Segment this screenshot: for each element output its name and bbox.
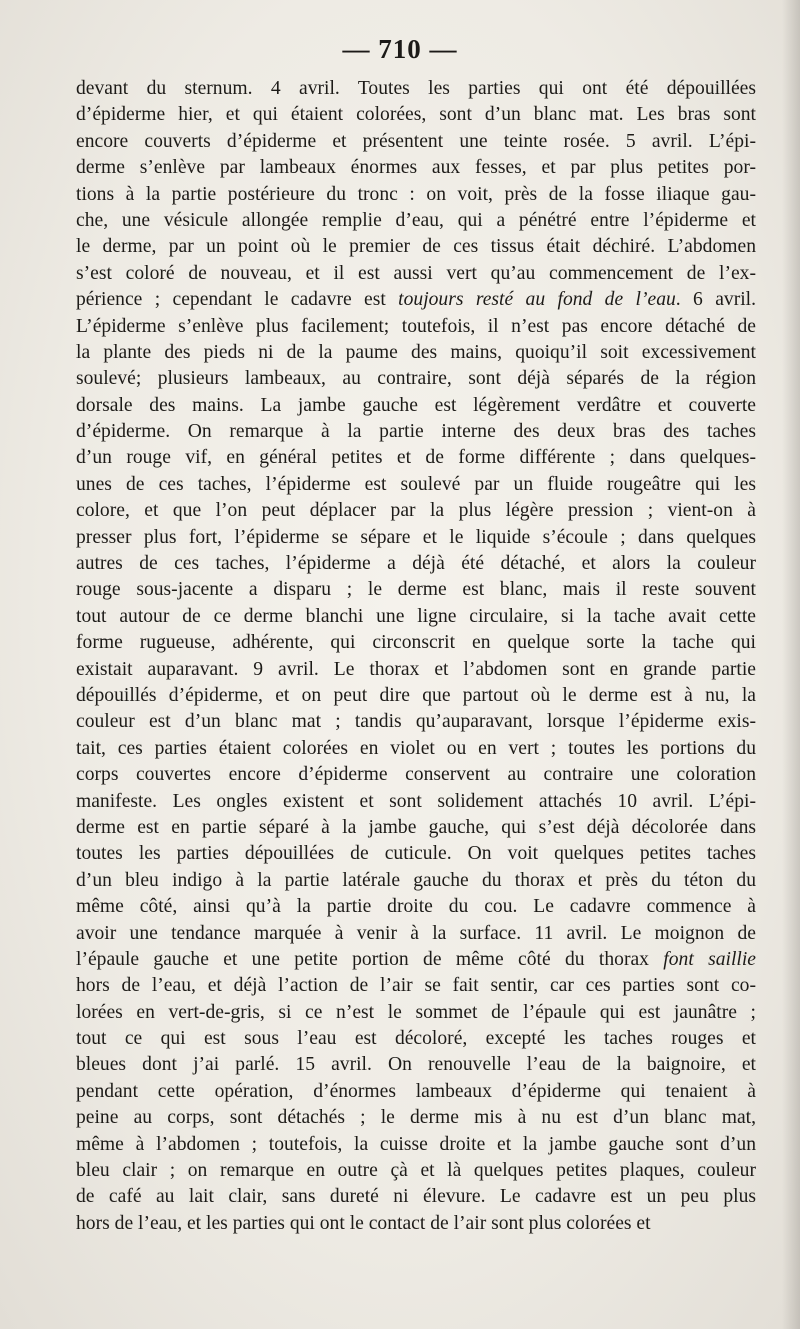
text-line: peine au corps, sont détachés ; le derme mis à nu est d’un blanc mat, xyxy=(76,1107,756,1129)
italic-phrase: toujours resté au fond de l’eau xyxy=(398,289,676,311)
text-line: dorsale des mains. La jambe gauche est légèrement verdâtre et couverte xyxy=(76,394,756,416)
text-line: lorées en vert-de-gris, si ce n’est le sommet de l’épaule qui est jaunâtre ; xyxy=(76,1001,756,1023)
text-line: de café au lait clair, sans dureté ni élevure. Le cadavre est un peu plus xyxy=(76,1186,756,1208)
text-line: couleur est d’un blanc mat ; tandis qu’auparavant, lorsque l’épiderme exis- xyxy=(76,711,756,733)
text-line: encore couverts d’épiderme et présentent une teinte rosée. 5 avril. L’épi- xyxy=(76,130,756,152)
text-line: tout ce qui est sous l’eau est décoloré, excepté les taches rouges et xyxy=(76,1028,756,1050)
text-line: le derme, par un point où le premier de ces tissus était déchiré. L’abdomen xyxy=(76,236,756,258)
text-line: bleu clair ; on remarque en outre çà et là quelques petites plaques, couleur xyxy=(76,1160,756,1182)
text-line: L’épiderme s’enlève plus facilement; toutefois, il n’est pas encore détaché de xyxy=(76,315,756,337)
text-line: s’est coloré de nouveau, et il est aussi vert qu’au commencement de l’ex- xyxy=(76,262,756,284)
text-line: d’épiderme. On remarque à la partie interne des deux bras des taches xyxy=(76,421,756,443)
text-line: tout autour de ce derme blanchi une ligne circulaire, si la tache avait cette xyxy=(76,605,756,627)
text-line: même côté, ainsi qu’à la partie droite du cou. Le cadavre commence à xyxy=(76,896,756,918)
page-number: — 710 — xyxy=(342,34,458,64)
text-line: périence ; cependant le cadavre est toujours resté au fond de l’eau. 6 avril. xyxy=(76,289,756,311)
text-line: devant du sternum. 4 avril. Toutes les parties qui ont été dépouillées xyxy=(76,78,756,99)
text-line: colore, et que l’on peut déplacer par la plus légère pression ; vient-on à xyxy=(76,500,756,522)
text-line: derme s’enlève par lambeaux énormes aux fesses, et par plus petites por- xyxy=(76,157,756,179)
text-line: tait, ces parties étaient colorées en violet ou en vert ; toutes les portions du xyxy=(76,737,756,759)
text-line: unes de ces taches, l’épiderme est soulevé par un fluide rougeâtre qui les xyxy=(76,473,756,495)
text-line: presser plus fort, l’épiderme se sépare et le liquide s’écoule ; dans quelques xyxy=(76,526,756,548)
text-line: d’un bleu indigo à la partie latérale gauche du thorax et près du téton du xyxy=(76,869,756,891)
text-line: pendant cette opération, d’énormes lambeaux d’épiderme qui tenaient à xyxy=(76,1080,756,1102)
text-line: hors de l’eau, et déjà l’action de l’air se fait sentir, car ces parties sont co- xyxy=(76,975,756,997)
text-line: derme est en partie séparé à la jambe gauche, qui s’est déjà décolorée dans xyxy=(76,816,756,838)
text-line: forme rugueuse, adhérente, qui circonscrit en quelque sorte la tache qui xyxy=(76,632,756,654)
text-line: la plante des pieds ni de la paume des mains, quoiqu’il soit excessivement xyxy=(76,341,756,363)
body-text xyxy=(76,76,756,1237)
text-line: toutes les parties dépouillées de cuticule. On voit quelques petites taches xyxy=(76,843,756,865)
text-line: rouge sous-jacente a disparu ; le derme est blanc, mais il reste souvent xyxy=(76,579,756,601)
italic-phrase: font saillie xyxy=(663,948,756,970)
text-line: l’épaule gauche et une petite portion de même côté du thorax font saillie xyxy=(76,948,756,970)
text-line: avoir une tendance marquée à venir à la surface. 11 avril. Le moignon de xyxy=(76,922,756,944)
text-line: d’épiderme hier, et qui étaient colorées, sont d’un blanc mat. Les bras sont xyxy=(76,104,756,126)
text-line: soulevé; plusieurs lambeaux, au contraire, sont déjà séparés de la région xyxy=(76,368,756,390)
text-line: che, une vésicule allongée remplie d’eau, qui a pénétré entre l’épiderme et xyxy=(76,209,756,231)
text-line: tions à la partie postérieure du tronc : on voit, près de la fosse iliaque gau- xyxy=(76,183,756,205)
text-line: autres de ces taches, l’épiderme a déjà été détaché, et alors la couleur xyxy=(76,553,756,575)
text-line: existait auparavant. 9 avril. Le thorax et l’abdomen sont en grande partie xyxy=(76,658,756,680)
text-line: même à l’abdomen ; toutefois, la cuisse droite et la jambe gauche sont d’un xyxy=(76,1133,756,1155)
text-line: corps couvertes encore d’épiderme conservent au contraire une coloration xyxy=(76,764,756,786)
text-line: hors de l’eau, et les parties qui ont le contact de l’air sont plus colorées et xyxy=(76,1212,651,1234)
text-line: d’un rouge vif, en général petites et de forme différente ; dans quelques- xyxy=(76,447,756,469)
text-line: manifeste. Les ongles existent et sont solidement attachés 10 avril. L’épi- xyxy=(76,790,756,812)
text-line: bleues dont j’ai parlé. 15 avril. On renouvelle l’eau de la baignoire, et xyxy=(76,1054,756,1076)
page-edge-shadow xyxy=(782,0,800,1329)
text-line: dépouillés d’épiderme, et on peut dire que partout où le derme est à nu, la xyxy=(76,684,756,706)
